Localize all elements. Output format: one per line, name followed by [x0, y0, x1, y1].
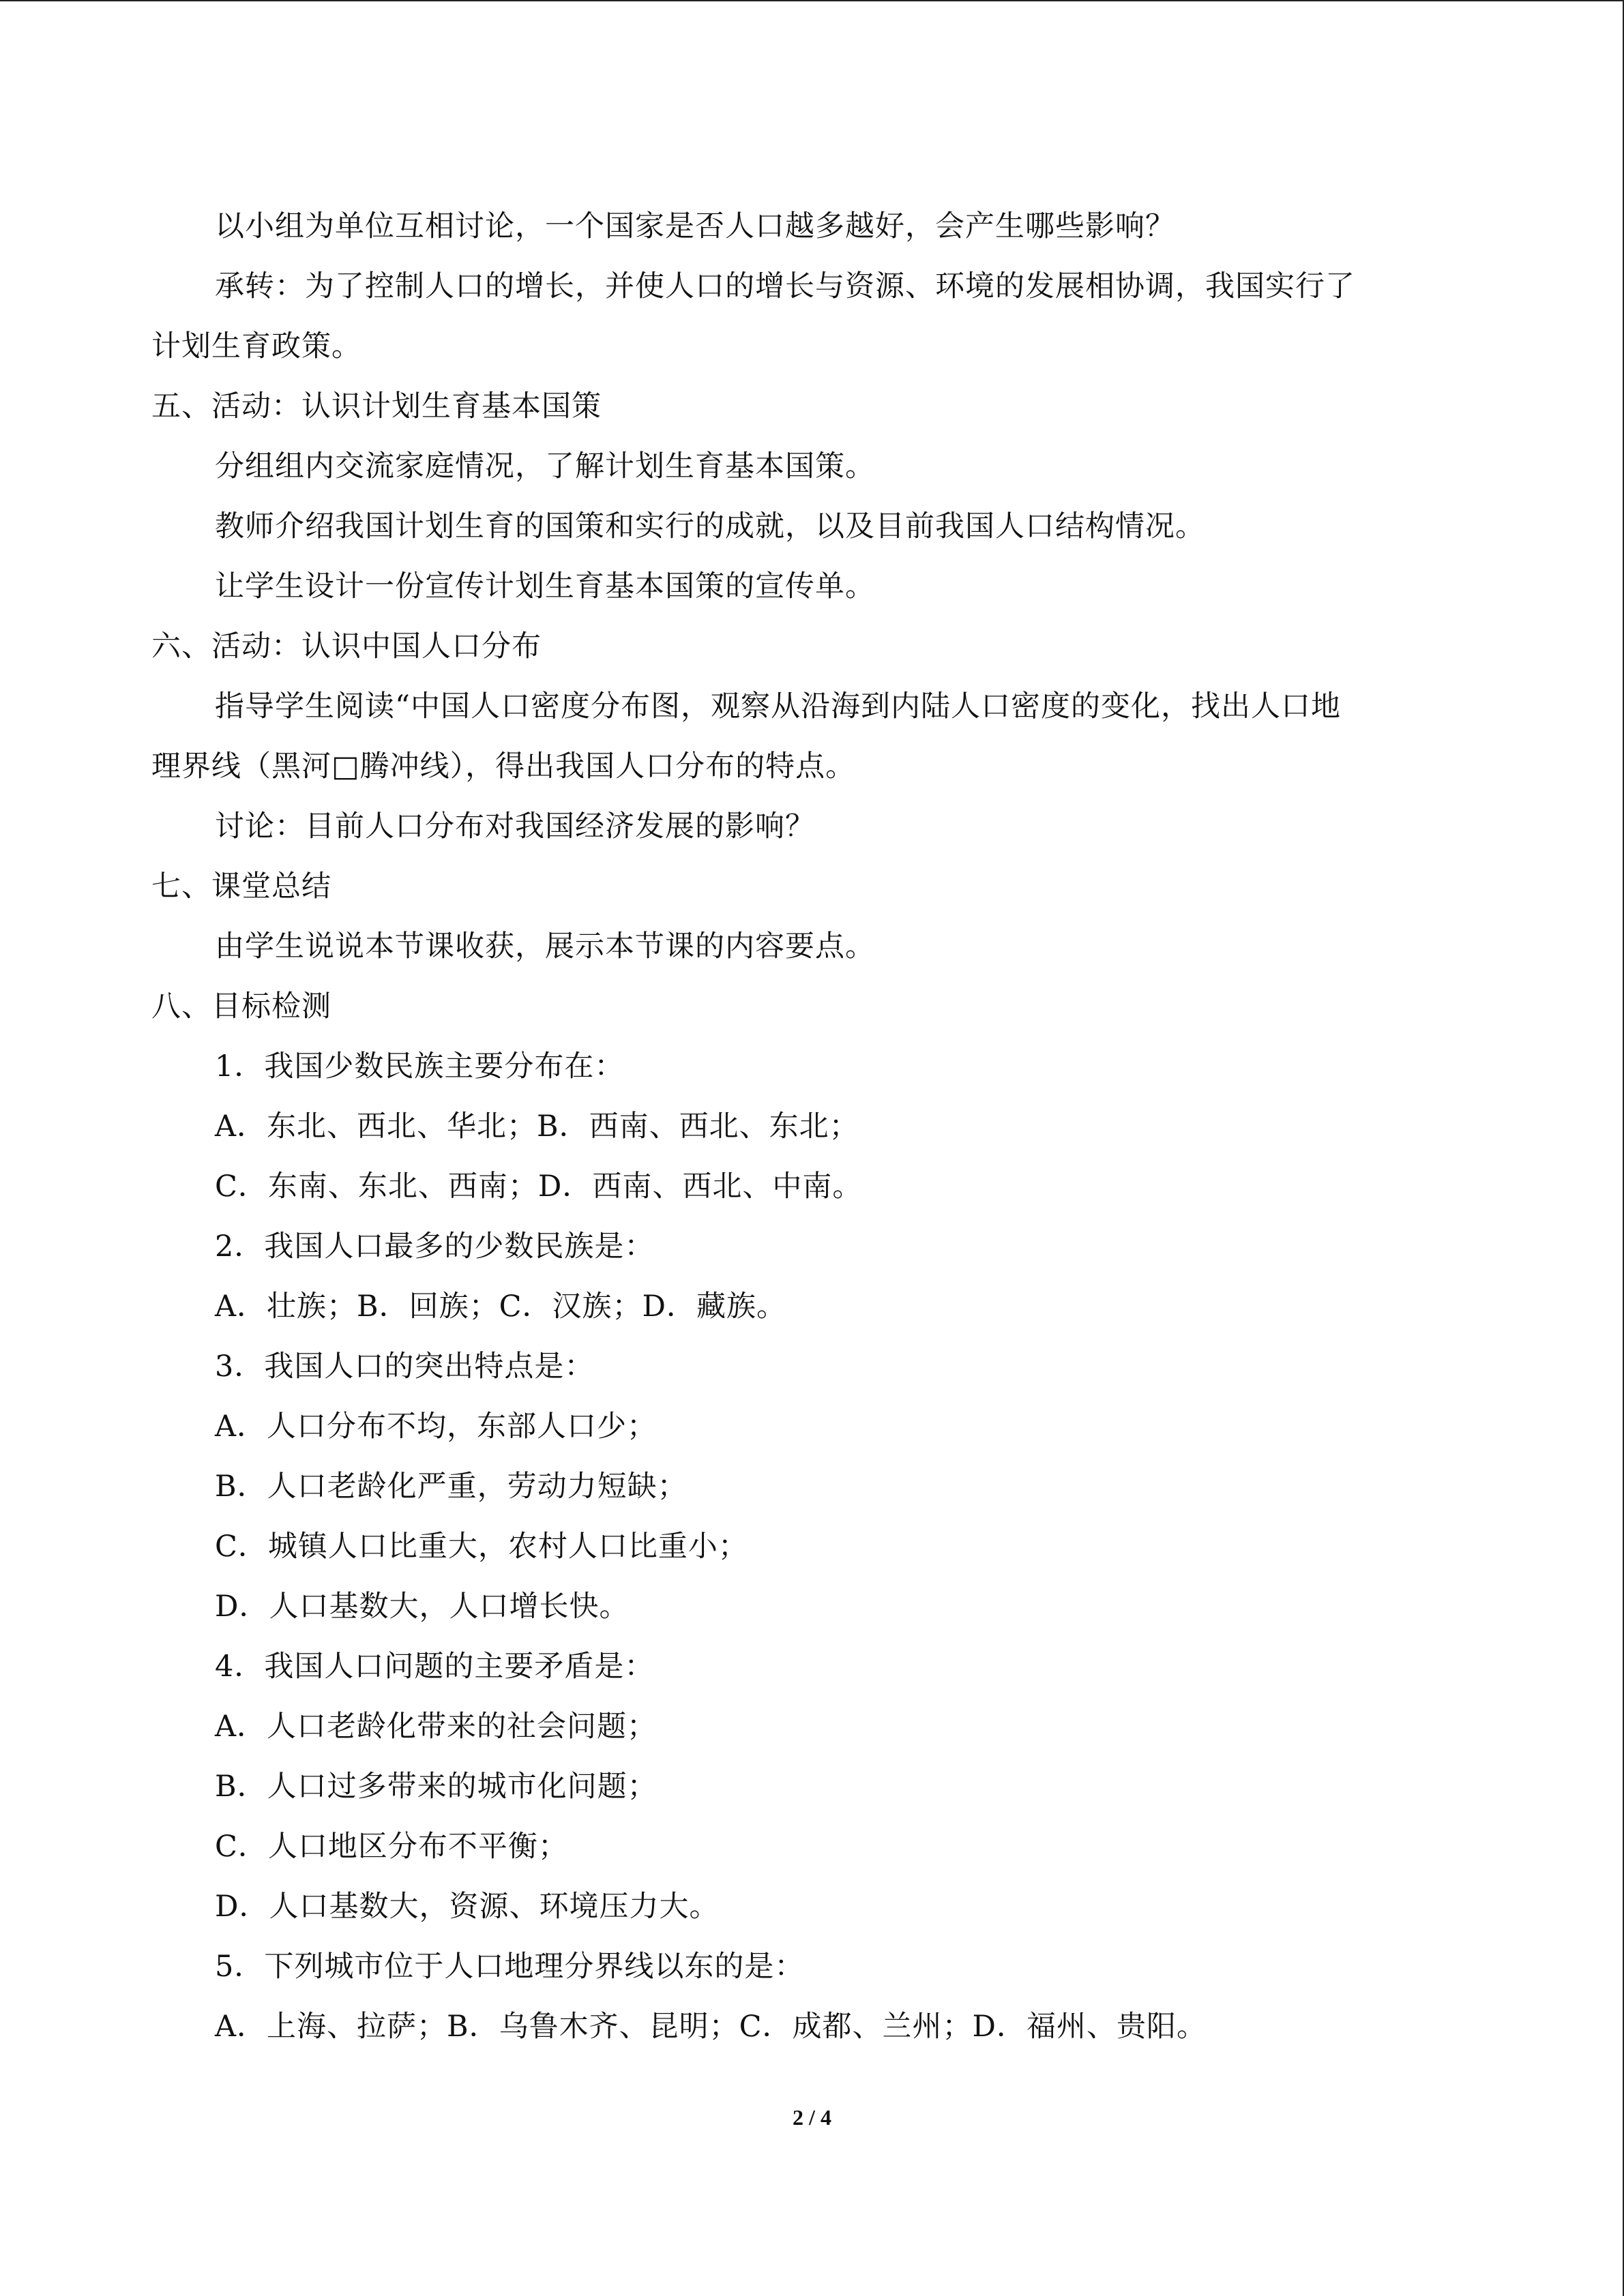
- paragraph-line: 教师介绍我国计划生育的国策和实行的成就，以及目前我国人口结构情况。: [215, 509, 1205, 543]
- paragraph-line: 分组组内交流家庭情况，了解计划生育基本国策。: [215, 449, 875, 483]
- question-line: 4．我国人口问题的主要矛盾是：: [215, 1650, 655, 1684]
- section-heading: 五、活动：认识计划生育基本国策: [151, 389, 602, 423]
- question-line: 3．我国人口的突出特点是：: [215, 1350, 595, 1384]
- question-line: 1．我国少数民族主要分布在：: [215, 1049, 625, 1084]
- option-line: B．人口过多带来的城市化问题；: [215, 1770, 658, 1804]
- section-heading: 八、目标检测: [151, 989, 331, 1024]
- option-line: A．人口老龄化带来的社会问题；: [215, 1710, 658, 1744]
- paragraph-line: 以小组为单位互相讨论，一个国家是否人口越多越好，会产生哪些影响？: [215, 209, 1175, 243]
- paragraph-line: 理界线（黑河□腾冲线），得出我国人口分布的特点。: [151, 749, 856, 784]
- question-line: 2．我国人口最多的少数民族是：: [215, 1229, 655, 1264]
- option-line: B．人口老龄化严重，劳动力短缺；: [215, 1470, 688, 1504]
- paragraph-line: 计划生育政策。: [151, 329, 361, 363]
- option-line: D．人口基数大，资源、环境压力大。: [215, 1890, 720, 1924]
- paragraph-line: 由学生说说本节课收获，展示本节课的内容要点。: [215, 929, 875, 964]
- question-line: 5．下列城市位于人口地理分界线以东的是：: [215, 1950, 805, 1984]
- option-line: C．城镇人口比重大，农村人口比重小；: [215, 1530, 748, 1564]
- option-line: A．人口分布不均，东部人口少；: [215, 1410, 658, 1444]
- paragraph-line: 让学生设计一份宣传计划生育基本国策的宣传单。: [215, 569, 875, 603]
- option-line: A．壮族；B．回族；C．汉族；D．藏族。: [215, 1289, 787, 1324]
- option-line: C．东南、东北、西南；D．西南、西北、中南。: [215, 1169, 863, 1204]
- option-line: C．人口地区分布不平衡；: [215, 1830, 568, 1864]
- section-heading: 六、活动：认识中国人口分布: [151, 629, 542, 664]
- paragraph-line: 指导学生阅读“中国人口密度分布图，观察从沿海到内陆人口密度的变化，找出人口地: [215, 689, 1341, 724]
- paragraph-line: 承转：为了控制人口的增长，并使人口的增长与资源、环境的发展相协调，我国实行了: [215, 269, 1355, 303]
- page-number: 2 / 4: [793, 2105, 831, 2130]
- option-line: D．人口基数大，人口增长快。: [215, 1590, 630, 1624]
- paragraph-line: 讨论：目前人口分布对我国经济发展的影响？: [215, 809, 815, 844]
- option-line: A．东北、西北、华北；B．西南、西北、东北；: [215, 1109, 859, 1144]
- option-line: A．上海、拉萨；B．乌鲁木齐、昆明；C．成都、兰州；D．福州、贵阳。: [215, 2010, 1207, 2044]
- section-heading: 七、课堂总结: [151, 869, 331, 904]
